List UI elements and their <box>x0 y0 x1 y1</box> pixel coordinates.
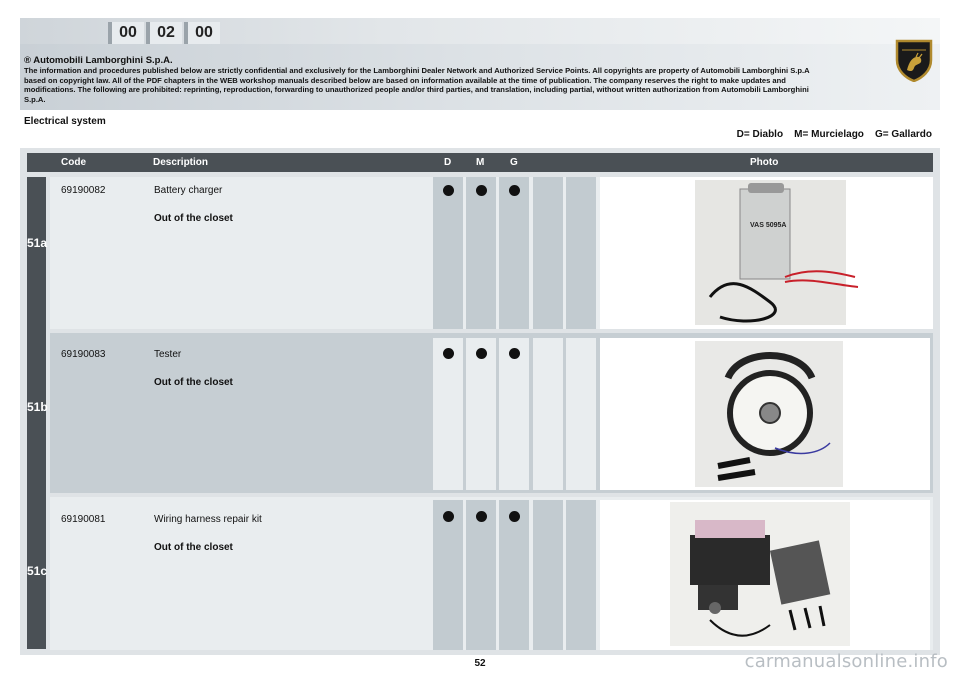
column-d <box>433 500 463 650</box>
dot-icon <box>443 348 454 359</box>
dot-icon <box>509 185 520 196</box>
dot-icon <box>476 185 487 196</box>
column-empty-1 <box>533 500 563 650</box>
part-code: 69190081 <box>61 514 106 525</box>
copyright-notice <box>24 55 830 104</box>
photo-cell <box>600 338 930 490</box>
code-box-2: 02 <box>146 22 182 44</box>
column-empty-1 <box>533 177 563 329</box>
tester-photo <box>600 338 930 490</box>
dot-icon <box>509 348 520 359</box>
code-box-3: 00 <box>184 22 220 44</box>
column-d <box>433 177 463 329</box>
lamborghini-logo <box>894 38 934 82</box>
header-m: M <box>476 157 485 168</box>
section-label-51b: 51b <box>27 400 48 414</box>
header-code: Code <box>61 157 86 168</box>
table-header <box>27 153 933 172</box>
company-name: ® Automobili Lamborghini S.p.A. <box>24 55 173 66</box>
photo-cell <box>600 500 930 650</box>
column-m <box>466 177 496 329</box>
header-g: G <box>510 157 518 168</box>
part-description: Wiring harness repair kit <box>154 514 262 525</box>
column-empty-2 <box>566 177 596 329</box>
column-m <box>466 338 496 490</box>
watermark: carmanualsonline.info <box>744 651 948 672</box>
column-empty-2 <box>566 338 596 490</box>
column-empty-1 <box>533 338 563 490</box>
part-note: Out of the closet <box>154 542 233 553</box>
column-m <box>466 500 496 650</box>
dot-icon <box>509 511 520 522</box>
photo-cell <box>600 177 933 329</box>
column-d <box>433 338 463 490</box>
code-box-1: 00 <box>108 22 144 44</box>
column-g <box>499 500 529 650</box>
column-empty-2 <box>566 500 596 650</box>
header-description: Description <box>153 157 209 168</box>
section-label-51c: 51c <box>27 564 48 578</box>
dot-icon <box>443 511 454 522</box>
table-row <box>50 333 933 493</box>
dot-icon <box>443 185 454 196</box>
battery-charger-photo <box>600 177 933 329</box>
table-row <box>50 177 933 329</box>
column-g <box>499 338 529 490</box>
part-code: 69190082 <box>61 185 106 196</box>
part-code: 69190083 <box>61 349 106 360</box>
part-description: Tester <box>154 349 182 360</box>
column-g <box>499 177 529 329</box>
notice-text: The information and procedures published below are strictly confidential and exclusively for the Lamborghini Dealer Network and Authorized Service Points. All copyrights are property of Automobili Lamborghini S.p.A based on copyright law. All of the PDF chapters in the WEB workshop manuals described below are based on information available at the time of publication. The company reserves the right to make updates and modifications. The following are prohibited: reprinting, reproduction, forwarding to unauthorized people and/or third parties, and translation, including partial, without written authorization from Automobili Lamborghini S.p.A. <box>24 66 810 104</box>
page-number: 52 <box>474 658 486 669</box>
wiring-kit-photo <box>600 500 930 650</box>
part-description: Battery charger <box>154 185 223 196</box>
section-title: Electrical system <box>24 116 106 127</box>
vas-label: VAS 5095A <box>750 222 787 229</box>
header-d: D <box>444 157 452 168</box>
part-note: Out of the closet <box>154 377 233 388</box>
dot-icon <box>476 511 487 522</box>
part-note: Out of the closet <box>154 213 233 224</box>
table-row <box>50 497 933 650</box>
section-label-51a: 51a <box>27 236 48 250</box>
model-legend: D= Diablo M= Murcielago G= Gallardo <box>736 129 932 140</box>
dot-icon <box>476 348 487 359</box>
header-photo: Photo <box>750 157 779 168</box>
